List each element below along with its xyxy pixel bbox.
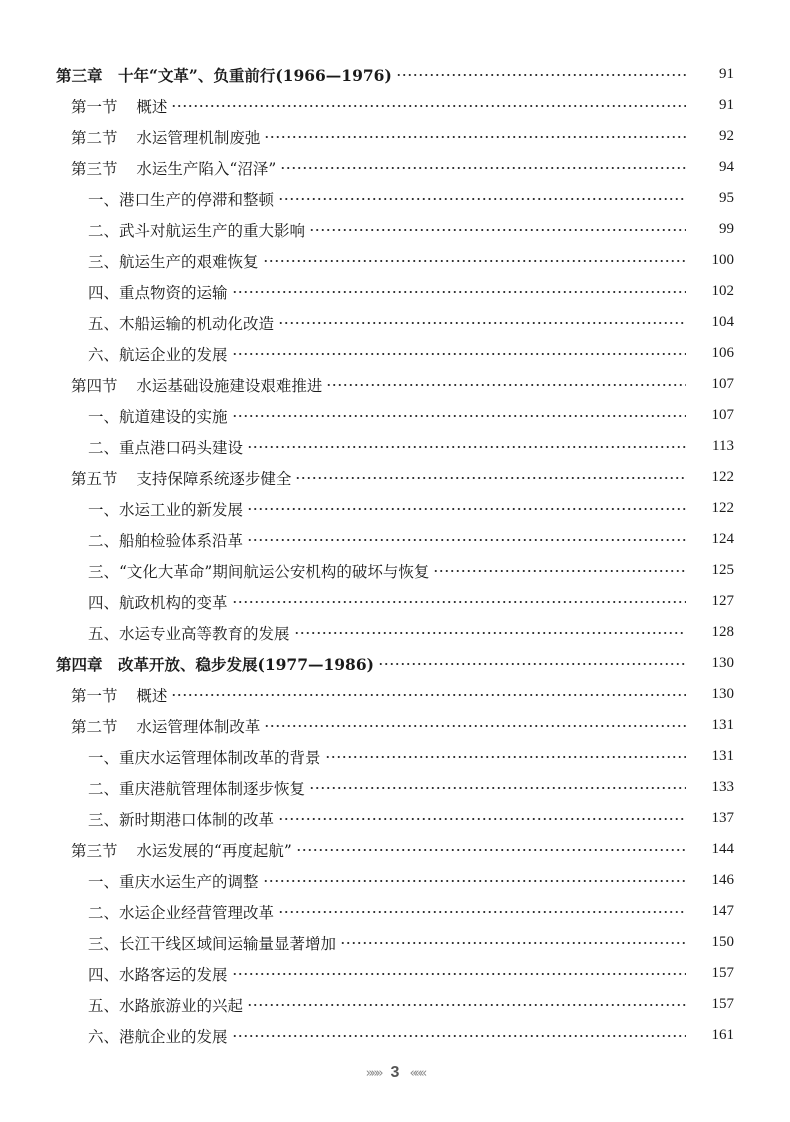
dot-leader [378, 657, 686, 671]
toc-title: 五、水路旅游业的兴起 [88, 996, 244, 1015]
table-of-contents [0, 59, 790, 1051]
toc-page-number: 104 [711, 314, 734, 330]
toc-page-number: 125 [711, 562, 734, 578]
toc-entry-sub [0, 586, 790, 617]
page-footer [0, 1058, 790, 1088]
toc-entry-section [0, 679, 790, 710]
toc-page-number: 144 [711, 841, 734, 857]
toc-entry-sub [0, 772, 790, 803]
toc-entry-section [0, 369, 790, 400]
toc-entry-sub [0, 524, 790, 555]
page-number: 3 [390, 1064, 400, 1081]
toc-title: 一、航道建设的实施 [88, 407, 228, 426]
dot-leader [247, 533, 686, 547]
toc-page-number: 106 [711, 345, 734, 361]
toc-title: 三、“文化大革命”期间航运公安机构的破坏与恢复 [88, 562, 430, 581]
toc-entry-sub [0, 214, 790, 245]
toc-title: 二、重庆港航管理体制逐步恢复 [88, 779, 306, 798]
toc-entry-section [0, 462, 790, 493]
dot-leader [433, 564, 686, 578]
toc-entry-sub [0, 400, 790, 431]
toc-entry-sub [0, 989, 790, 1020]
toc-title: 第五节 支持保障系统逐步健全 [71, 469, 292, 488]
toc-title: 第三节 水运生产陷入“沼泽” [71, 159, 277, 178]
toc-page-number: 94 [719, 159, 734, 175]
dot-leader [325, 750, 686, 764]
toc-entry-section [0, 710, 790, 741]
toc-title: 四、水路客运的发展 [88, 965, 228, 984]
toc-page-number: 161 [711, 1027, 734, 1043]
toc-entry-sub [0, 307, 790, 338]
toc-title: 四、重点物资的运输 [88, 283, 228, 302]
toc-entry-sub [0, 183, 790, 214]
toc-page-number: 92 [719, 128, 734, 144]
toc-page-number: 130 [711, 686, 734, 702]
toc-page-number: 122 [711, 469, 734, 485]
toc-entry-sub [0, 741, 790, 772]
toc-title: 一、港口生产的停滞和整顿 [88, 190, 275, 209]
toc-page-number: 107 [711, 376, 734, 392]
toc-page-number: 131 [711, 748, 734, 764]
toc-page-number: 150 [711, 934, 734, 950]
toc-entry-chapter [0, 648, 790, 679]
toc-page-number: 91 [719, 97, 734, 113]
toc-title: 第二节 水运管理机制废弛 [71, 128, 261, 147]
toc-entry-section [0, 121, 790, 152]
toc-entry-sub [0, 338, 790, 369]
toc-title: 三、新时期港口体制的改革 [88, 810, 275, 829]
toc-title: 第四章 改革开放、稳步发展(1977—1986) [56, 654, 374, 674]
toc-entry-sub [0, 958, 790, 989]
toc-page-number: 95 [719, 190, 734, 206]
dot-leader [247, 440, 686, 454]
dot-leader [232, 1029, 686, 1043]
right-chevrons-icon: ««« [409, 1065, 425, 1081]
toc-title: 第四节 水运基础设施建设艰难推进 [71, 376, 323, 395]
dot-leader [264, 719, 686, 733]
dot-leader [278, 905, 686, 919]
toc-page-number: 147 [711, 903, 734, 919]
toc-entry-section [0, 834, 790, 865]
toc-page-number: 131 [711, 717, 734, 733]
toc-entry-sub [0, 896, 790, 927]
toc-entry-sub [0, 617, 790, 648]
dot-leader [278, 812, 686, 826]
toc-page-number: 124 [711, 531, 734, 547]
toc-title: 五、木船运输的机动化改造 [88, 314, 275, 333]
toc-title: 一、重庆水运管理体制改革的背景 [88, 748, 321, 767]
toc-page-number: 91 [719, 66, 734, 82]
dot-leader [278, 316, 686, 330]
dot-leader [247, 502, 686, 516]
toc-entry-sub [0, 555, 790, 586]
toc-title: 一、水运工业的新发展 [88, 500, 244, 519]
toc-page-number: 130 [711, 655, 734, 671]
toc-title: 第二节 水运管理体制改革 [71, 717, 261, 736]
toc-entry-sub [0, 245, 790, 276]
toc-title: 二、水运企业经营管理改革 [88, 903, 275, 922]
dot-leader [232, 285, 686, 299]
dot-leader [264, 130, 686, 144]
dot-leader [309, 781, 686, 795]
toc-entry-sub [0, 276, 790, 307]
toc-entry-section [0, 90, 790, 121]
toc-page-number: 99 [719, 221, 734, 237]
toc-page-number: 146 [711, 872, 734, 888]
left-chevrons-icon: »»» [365, 1065, 381, 1081]
toc-page-number: 157 [711, 965, 734, 981]
toc-title: 六、港航企业的发展 [88, 1027, 228, 1046]
dot-leader [232, 347, 686, 361]
toc-title: 五、水运专业高等教育的发展 [88, 624, 290, 643]
toc-title: 二、武斗对航运生产的重大影响 [88, 221, 306, 240]
dot-leader [294, 626, 686, 640]
toc-title: 第三节 水运发展的“再度起航” [71, 841, 292, 860]
toc-entry-sub [0, 865, 790, 896]
toc-title: 二、船舶检验体系沿革 [88, 531, 244, 550]
dot-leader [232, 409, 686, 423]
dot-leader [232, 595, 686, 609]
toc-title: 三、长江干线区域间运输量显著增加 [88, 934, 337, 953]
toc-page-number: 107 [711, 407, 734, 423]
toc-entry-section [0, 152, 790, 183]
toc-entry-sub [0, 1020, 790, 1051]
toc-title: 第一节 概述 [71, 97, 168, 116]
dot-leader [309, 223, 686, 237]
toc-page-number: 133 [711, 779, 734, 795]
dot-leader [278, 192, 686, 206]
toc-page-number: 127 [711, 593, 734, 609]
dot-leader [280, 161, 686, 175]
dot-leader [295, 471, 686, 485]
dot-leader [296, 843, 686, 857]
toc-page-number: 128 [711, 624, 734, 640]
dot-leader [263, 874, 686, 888]
toc-title: 一、重庆水运生产的调整 [88, 872, 259, 891]
toc-page-number: 100 [711, 252, 734, 268]
dot-leader [396, 68, 686, 82]
toc-page-number: 157 [711, 996, 734, 1012]
toc-page-number: 137 [711, 810, 734, 826]
toc-page-number: 102 [711, 283, 734, 299]
toc-title: 第三章 十年“文革”、负重前行(1966—1976) [56, 65, 392, 85]
toc-entry-chapter [0, 59, 790, 90]
toc-page-number: 122 [711, 500, 734, 516]
dot-leader [247, 998, 686, 1012]
toc-entry-sub [0, 803, 790, 834]
toc-entry-sub [0, 431, 790, 462]
toc-entry-sub [0, 927, 790, 958]
dot-leader [171, 99, 686, 113]
dot-leader [263, 254, 686, 268]
toc-page-number: 113 [712, 438, 734, 454]
dot-leader [340, 936, 686, 950]
toc-title: 六、航运企业的发展 [88, 345, 228, 364]
toc-title: 四、航政机构的变革 [88, 593, 228, 612]
dot-leader [232, 967, 686, 981]
dot-leader [171, 688, 686, 702]
toc-title: 第一节 概述 [71, 686, 168, 705]
toc-title: 三、航运生产的艰难恢复 [88, 252, 259, 271]
dot-leader [326, 378, 686, 392]
toc-entry-sub [0, 493, 790, 524]
toc-title: 二、重点港口码头建设 [88, 438, 244, 457]
